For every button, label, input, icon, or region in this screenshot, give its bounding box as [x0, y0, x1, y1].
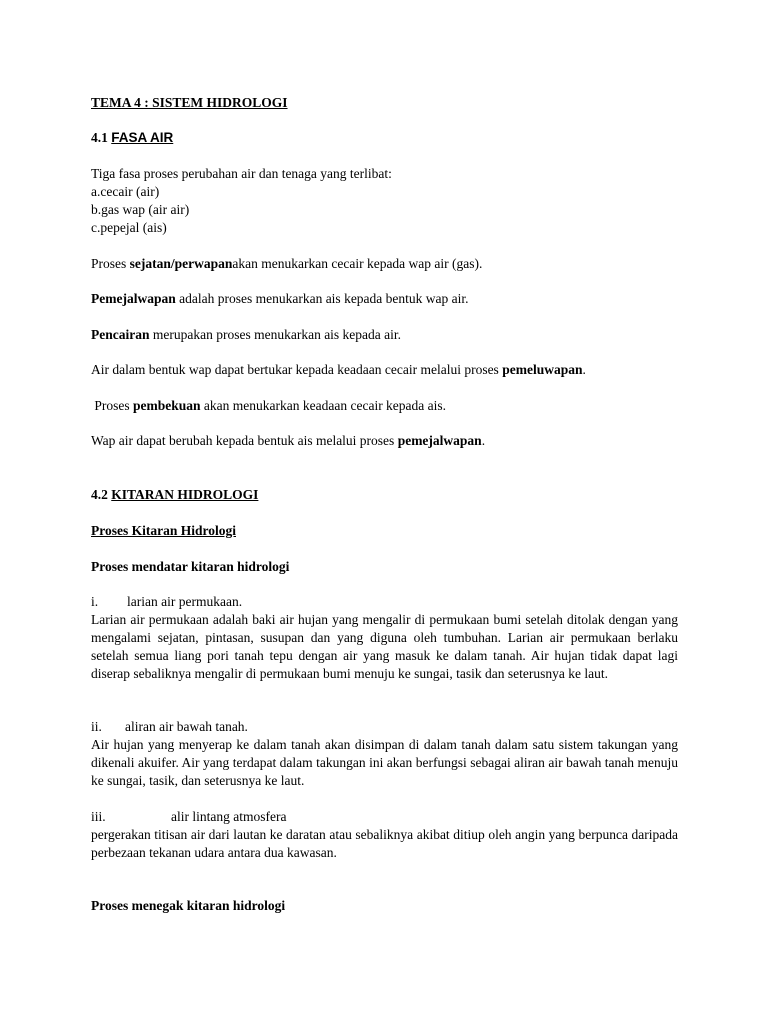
phases-block — [91, 165, 678, 237]
text-run: Air dalam bentuk wap dapat bertukar kepada keadaan cecair melalui proses — [91, 362, 503, 377]
text-run: Proses — [91, 398, 134, 413]
list-item-label: larian air permukaan. — [127, 594, 243, 609]
list-item-label: alir lintang atmosfera — [171, 809, 287, 824]
list-item-label-row — [91, 593, 678, 611]
phase-item: b.gas wap (air air) — [91, 202, 190, 217]
text-run: akan menukarkan cecair kepada wap air (gas). — [232, 256, 483, 271]
bold-term: pemeluwapan — [502, 362, 583, 377]
text-run: . — [481, 433, 486, 448]
proses-kitaran-heading: Proses Kitaran Hidrologi — [91, 523, 236, 538]
phases-intro: Tiga fasa proses perubahan air dan tenaga yang terlibat: — [91, 166, 392, 181]
section-4-2-title: KITARAN HIDROLOGI — [111, 487, 259, 502]
section-4-1-number: 4.1 — [91, 130, 112, 145]
list-item — [91, 593, 678, 683]
paragraph-pemeluwapan — [91, 361, 678, 379]
paragraph-pemejalwapan — [91, 290, 678, 308]
list-item-text: pergerakan titisan air dari lautan ke daratan atau sebaliknya akibat ditiup oleh angin yang berpunca daripada perbezaan tekanan udara antara dua kawasan. — [91, 827, 678, 860]
list-item-number: i. — [91, 594, 99, 609]
bold-term: pemejalwapan — [397, 433, 482, 448]
text-run: Wap air dapat berubah kepada bentuk ais melalui proses — [91, 433, 398, 448]
bold-term: pembekuan — [133, 398, 201, 413]
text-run: akan menukarkan keadaan cecair kepada ais. — [200, 398, 447, 413]
section-4-2-heading — [91, 486, 678, 504]
section-4-1-heading — [91, 129, 678, 147]
menegak-heading: Proses menegak kitaran hidrologi — [91, 898, 286, 913]
list-item-label-row — [91, 718, 678, 736]
phase-item: a.cecair (air) — [91, 184, 160, 199]
list-item-label: aliran air bawah tanah. — [125, 719, 248, 734]
list-item-text: Larian air permukaan adalah baki air hujan yang mengalir di permukaan bumi setelah ditolak dengan yang mengalami sejatan, pintasan, susupan dan yang diguna oleh tumbuhan. Larian air permukaan berlaku setelah semua liang pori tanah tepu dengan air yang masuk ke dalam tanah. Air hujan tidak dapat lagi diserap sebaliknya mengalir di permukaan bumi menuju ke sungai, tasik dan seterusnya ke laut. — [91, 612, 678, 681]
paragraph-wap-ais — [91, 432, 678, 450]
text-run: Proses — [91, 256, 130, 271]
list-item-number: ii. — [91, 719, 102, 734]
paragraph-sejatan — [91, 255, 678, 273]
text-run: . — [582, 362, 586, 377]
mendatar-heading: Proses mendatar kitaran hidrologi — [91, 559, 290, 574]
bold-term: Pemejalwapan — [91, 291, 176, 306]
section-4-1-title: FASA AIR — [111, 130, 174, 145]
list-item-text: Air hujan yang menyerap ke dalam tanah akan disimpan di dalam tanah dalam satu sistem takungan yang dikenali akuifer. Air yang terdapat dalam takungan ini akan berfungsi sebagai aliran air bawah tanah menuju ke sungai, tasik, dan seterusnya ke laut. — [91, 737, 678, 788]
text-run: adalah proses menukarkan ais kepada bentuk wap air. — [175, 291, 469, 306]
text-run: merupakan proses menukarkan ais kepada air. — [149, 327, 402, 342]
list-item — [91, 718, 678, 790]
list-item-label-row — [91, 808, 678, 826]
list-item — [91, 808, 678, 862]
bold-term: Pencairan — [91, 327, 150, 342]
document-title: TEMA 4 : SISTEM HIDROLOGI — [91, 95, 288, 110]
section-4-2-number: 4.2 — [91, 487, 112, 502]
paragraph-pencairan — [91, 326, 678, 344]
paragraph-pembekuan — [91, 397, 678, 415]
bold-term: sejatan/perwapan — [129, 256, 233, 271]
list-item-number: iii. — [91, 809, 106, 824]
phase-item: c.pepejal (ais) — [91, 220, 167, 235]
